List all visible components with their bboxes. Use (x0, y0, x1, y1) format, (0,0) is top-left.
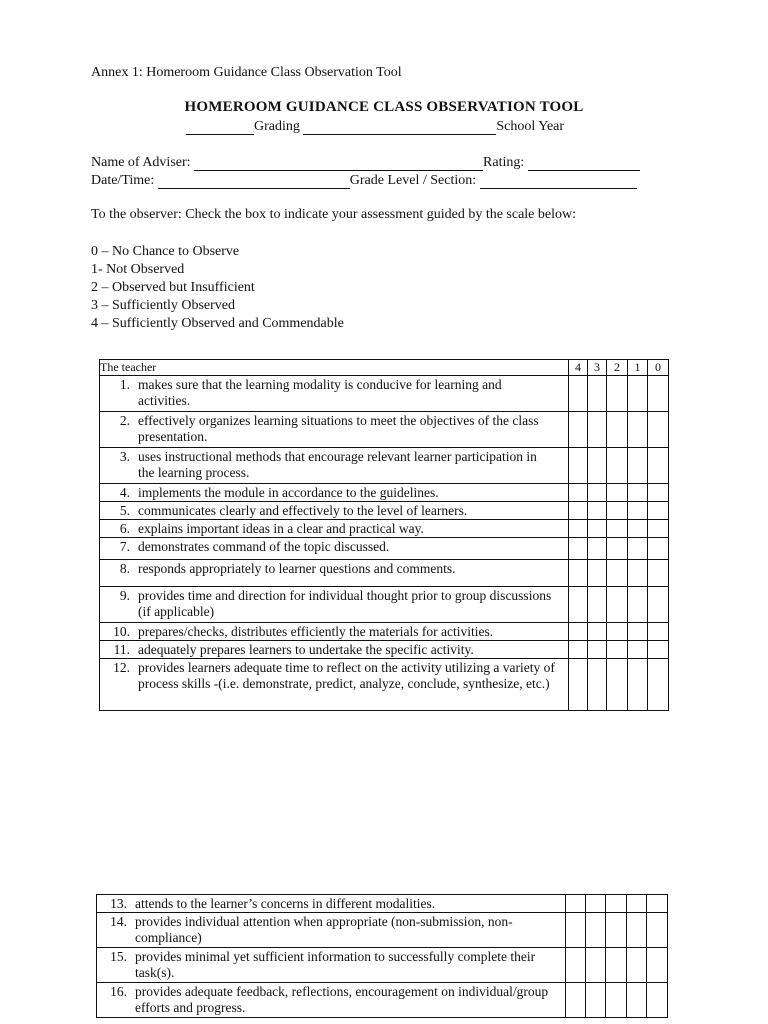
table-row (100, 520, 669, 538)
score-checkbox-cell[interactable] (627, 948, 647, 983)
score-checkbox-cell[interactable] (607, 412, 628, 448)
score-checkbox-cell[interactable] (607, 641, 628, 659)
score-checkbox-cell[interactable] (588, 448, 607, 484)
criterion-text: communicates clearly and effectively to the level of learners. (138, 503, 468, 518)
score-checkbox-cell[interactable] (569, 520, 588, 538)
score-checkbox-cell[interactable] (588, 376, 607, 412)
criterion-text: makes sure that the learning modality is conducive for learning and activities. (138, 377, 502, 408)
criterion-number: 7. (119, 539, 130, 554)
score-checkbox-cell[interactable] (606, 948, 627, 983)
score-checkbox-cell[interactable] (586, 895, 606, 913)
score-checkbox-cell[interactable] (566, 983, 586, 1018)
score-checkbox-cell[interactable] (648, 484, 669, 502)
score-header: 4 (569, 360, 588, 376)
criterion-cell (97, 983, 566, 1018)
score-checkbox-cell[interactable] (647, 895, 668, 913)
criterion-cell (100, 484, 569, 502)
criterion-number: 1. (119, 377, 130, 392)
score-checkbox-cell[interactable] (648, 659, 669, 711)
table-row (100, 502, 669, 520)
grade-section-label: Grade Level / Section: (349, 173, 477, 188)
score-checkbox-cell[interactable] (588, 641, 607, 659)
criterion-number: 3. (119, 449, 130, 464)
score-checkbox-cell[interactable] (569, 623, 588, 641)
rating-label: Rating: (483, 155, 525, 170)
criterion-cell (100, 587, 569, 623)
score-checkbox-cell[interactable] (586, 913, 606, 948)
score-checkbox-cell[interactable] (607, 560, 628, 587)
scale-item: 0 – No Chance to Observe (91, 244, 240, 259)
criterion-number: 12. (113, 660, 130, 675)
score-checkbox-cell[interactable] (607, 659, 628, 711)
observation-table (99, 359, 669, 711)
criterion-cell (100, 659, 569, 711)
score-checkbox-cell[interactable] (586, 983, 606, 1018)
table-row (100, 376, 669, 412)
criterion-cell (100, 623, 569, 641)
score-checkbox-cell[interactable] (628, 376, 648, 412)
score-checkbox-cell[interactable] (628, 560, 648, 587)
adviser-blank[interactable] (194, 156, 483, 171)
score-checkbox-cell[interactable] (607, 448, 628, 484)
criterion-number: 2. (119, 413, 130, 428)
score-checkbox-cell[interactable] (648, 560, 669, 587)
scale-item: 2 – Observed but Insufficient (91, 280, 255, 295)
criterion-number: 16. (110, 984, 127, 999)
criterion-number: 13. (110, 896, 127, 911)
score-checkbox-cell[interactable] (606, 983, 627, 1018)
criterion-number: 15. (110, 949, 127, 964)
score-checkbox-cell[interactable] (569, 412, 588, 448)
score-checkbox-cell[interactable] (588, 587, 607, 623)
criterion-text: attends to the learner’s concerns in different modalities. (135, 896, 436, 911)
score-checkbox-cell[interactable] (628, 641, 648, 659)
score-header: 3 (588, 360, 607, 376)
score-checkbox-cell[interactable] (566, 948, 586, 983)
score-checkbox-cell[interactable] (648, 623, 669, 641)
score-checkbox-cell[interactable] (588, 520, 607, 538)
criterion-cell (100, 448, 569, 484)
table-row (100, 560, 669, 587)
score-checkbox-cell[interactable] (569, 587, 588, 623)
score-checkbox-cell[interactable] (647, 948, 668, 983)
observer-instruction: To the observer: Check the box to indicate your assessment guided by the scale below: (91, 207, 577, 222)
criterion-number: 9. (119, 588, 130, 603)
annex-heading: Annex 1: Homeroom Guidance Class Observation Tool (91, 65, 402, 80)
criterion-number: 14. (110, 914, 127, 929)
criterion-text: explains important ideas in a clear and practical way. (138, 521, 424, 536)
score-checkbox-cell[interactable] (569, 538, 588, 560)
criterion-cell (100, 538, 569, 560)
criterion-cell (100, 520, 569, 538)
score-checkbox-cell[interactable] (588, 484, 607, 502)
grading-label: Grading (254, 119, 300, 134)
school-year-blank[interactable] (303, 120, 496, 135)
criterion-text: uses instructional methods that encourage relevant learner participation in the learning process. (138, 449, 537, 480)
score-checkbox-cell[interactable] (607, 502, 628, 520)
score-checkbox-cell[interactable] (627, 913, 647, 948)
score-checkbox-cell[interactable] (569, 560, 588, 587)
score-checkbox-cell[interactable] (628, 484, 648, 502)
score-checkbox-cell[interactable] (588, 560, 607, 587)
header-the-teacher: The teacher (100, 360, 569, 376)
score-checkbox-cell[interactable] (628, 587, 648, 623)
scale-item: 3 – Sufficiently Observed (91, 298, 235, 313)
table-header-row (100, 360, 669, 376)
score-checkbox-cell[interactable] (607, 376, 628, 412)
criterion-cell (100, 502, 569, 520)
score-checkbox-cell[interactable] (607, 520, 628, 538)
score-checkbox-cell[interactable] (606, 895, 627, 913)
score-checkbox-cell[interactable] (607, 484, 628, 502)
score-header: 1 (628, 360, 648, 376)
criterion-cell (100, 560, 569, 587)
score-checkbox-cell[interactable] (569, 376, 588, 412)
score-checkbox-cell[interactable] (628, 502, 648, 520)
scale-item: 1- Not Observed (91, 262, 185, 277)
score-checkbox-cell[interactable] (647, 983, 668, 1018)
score-checkbox-cell[interactable] (648, 587, 669, 623)
criterion-text: prepares/checks, distributes efficiently the materials for activities. (138, 624, 494, 639)
criterion-cell (100, 641, 569, 659)
score-checkbox-cell[interactable] (586, 948, 606, 983)
score-checkbox-cell[interactable] (627, 983, 647, 1018)
score-checkbox-cell[interactable] (606, 913, 627, 948)
score-checkbox-cell[interactable] (628, 659, 648, 711)
score-checkbox-cell[interactable] (607, 538, 628, 560)
grade-section-blank[interactable] (480, 174, 637, 189)
adviser-label: Name of Adviser: (91, 155, 191, 170)
score-checkbox-cell[interactable] (648, 448, 669, 484)
criterion-text: implements the module in accordance to the guidelines. (138, 485, 439, 500)
score-checkbox-cell[interactable] (566, 895, 586, 913)
criterion-cell (100, 376, 569, 412)
table-row (100, 587, 669, 623)
criterion-cell (97, 948, 566, 983)
table-row (97, 913, 668, 948)
school-year-label: School Year (496, 119, 565, 134)
score-header: 0 (648, 360, 669, 376)
score-checkbox-cell[interactable] (569, 484, 588, 502)
score-header: 2 (607, 360, 628, 376)
criterion-number: 5. (119, 503, 130, 518)
criterion-text: demonstrates command of the topic discussed. (138, 539, 390, 554)
criterion-number: 4. (119, 485, 130, 500)
score-checkbox-cell[interactable] (648, 641, 669, 659)
score-checkbox-cell[interactable] (628, 520, 648, 538)
score-checkbox-cell[interactable] (627, 895, 647, 913)
observation-table-continued (96, 894, 668, 1018)
table-row (100, 484, 669, 502)
score-checkbox-cell[interactable] (628, 623, 648, 641)
criterion-text: provides minimal yet sufficient information to successfully complete their task(s). (135, 949, 536, 980)
criterion-text: provides individual attention when appropriate (non-submission, non-compliance) (135, 914, 513, 945)
criterion-cell (97, 913, 566, 948)
criterion-number: 6. (119, 521, 130, 536)
criterion-text: effectively organizes learning situations to meet the objectives of the class presentation. (138, 413, 539, 444)
criterion-text: provides time and direction for individual thought prior to group discussions (if applicable) (138, 588, 552, 619)
table-row (100, 448, 669, 484)
table-row (100, 659, 669, 711)
score-checkbox-cell[interactable] (648, 376, 669, 412)
score-checkbox-cell[interactable] (588, 659, 607, 711)
score-checkbox-cell[interactable] (588, 502, 607, 520)
grading-row (186, 119, 564, 135)
table-row (100, 412, 669, 448)
table-row (100, 623, 669, 641)
score-checkbox-cell[interactable] (628, 412, 648, 448)
score-checkbox-cell[interactable] (566, 913, 586, 948)
score-checkbox-cell[interactable] (569, 641, 588, 659)
adviser-row (91, 155, 640, 171)
score-checkbox-cell[interactable] (588, 538, 607, 560)
datetime-label: Date/Time: (91, 173, 155, 188)
criterion-cell (97, 895, 566, 913)
score-checkbox-cell[interactable] (648, 520, 669, 538)
criterion-text: adequately prepares learners to undertake the specific activity. (138, 642, 474, 657)
table-row (97, 948, 668, 983)
criterion-number: 11. (113, 642, 130, 657)
score-checkbox-cell[interactable] (648, 538, 669, 560)
criterion-text: provides adequate feedback, reflections, encouragement on individual/group efforts and progress. (135, 984, 549, 1015)
score-checkbox-cell[interactable] (607, 587, 628, 623)
table-row (97, 983, 668, 1018)
criterion-text: responds appropriately to learner questions and comments. (138, 561, 456, 576)
score-checkbox-cell[interactable] (569, 659, 588, 711)
score-checkbox-cell[interactable] (628, 538, 648, 560)
document-title: HOMEROOM GUIDANCE CLASS OBSERVATION TOOL (184, 99, 584, 115)
grading-blank[interactable] (186, 120, 254, 135)
score-checkbox-cell[interactable] (588, 623, 607, 641)
table-row (100, 641, 669, 659)
table-row (100, 538, 669, 560)
criterion-number: 8. (119, 561, 130, 576)
rating-blank[interactable] (528, 156, 640, 171)
score-checkbox-cell[interactable] (628, 448, 648, 484)
table-row (97, 895, 668, 913)
score-checkbox-cell[interactable] (569, 502, 588, 520)
score-checkbox-cell[interactable] (648, 502, 669, 520)
score-checkbox-cell[interactable] (648, 412, 669, 448)
score-checkbox-cell[interactable] (569, 448, 588, 484)
score-checkbox-cell[interactable] (607, 623, 628, 641)
scale-item: 4 – Sufficiently Observed and Commendable (91, 316, 344, 331)
criterion-cell (100, 412, 569, 448)
criterion-text: provides learners adequate time to reflect on the activity utilizing a variety of process skills -(i.e. demonstrate, predict, analyze, conclude, synthesize, etc.) (138, 660, 555, 691)
criterion-number: 10. (113, 624, 130, 639)
score-checkbox-cell[interactable] (647, 913, 668, 948)
score-checkbox-cell[interactable] (588, 412, 607, 448)
datetime-blank[interactable] (158, 174, 350, 189)
datetime-row (91, 173, 637, 189)
